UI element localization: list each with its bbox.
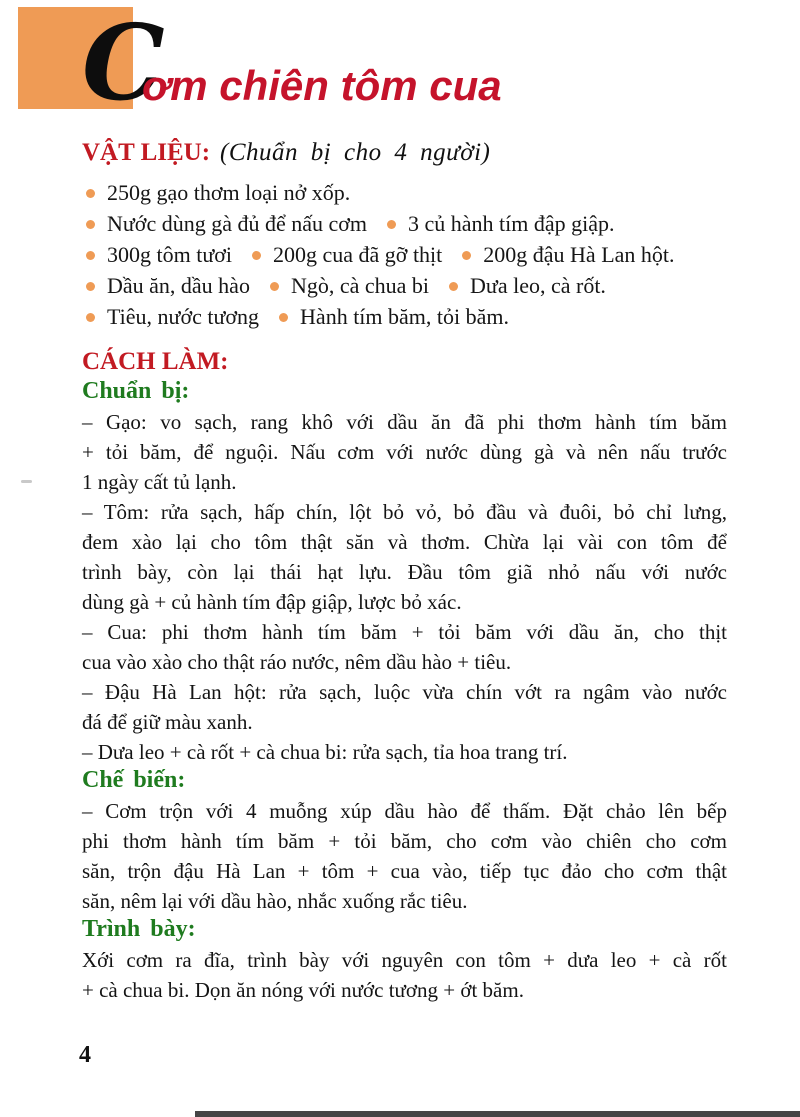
method-paragraph xyxy=(82,497,727,617)
paragraph-line: phi thơm hành tím băm + tỏi băm, cho cơm vào chiên cho cơm xyxy=(82,829,727,853)
ingredients-heading: VẬT LIỆU: xyxy=(82,139,211,166)
ingredients-serving-note: (Chuẩn bị cho 4 người) xyxy=(220,139,491,166)
ingredient-line xyxy=(82,208,727,239)
method-heading: CÁCH LÀM: xyxy=(82,348,229,375)
bullet-icon xyxy=(270,282,279,291)
method-section xyxy=(82,916,727,1005)
ingredient-text: Tiêu, nước tương xyxy=(107,304,260,329)
page-title: ơm chiên tôm cua xyxy=(142,62,502,109)
recipe-content xyxy=(0,138,727,1005)
ingredient-item xyxy=(86,211,367,236)
bullet-icon xyxy=(387,220,396,229)
title-drop-cap: C xyxy=(82,1,165,124)
bullet-icon xyxy=(449,282,458,291)
method-paragraph xyxy=(82,407,727,497)
paragraph-line: – Cơm trộn với 4 muỗng xúp dầu hào để thấm. Đặt chảo lên bếp xyxy=(82,799,727,823)
ingredient-text: Hành tím băm, tỏi băm. xyxy=(300,304,510,329)
page-number: 4 xyxy=(79,1042,91,1068)
bullet-icon xyxy=(86,220,95,229)
bullet-icon xyxy=(279,313,288,322)
method-paragraph xyxy=(82,617,727,677)
method-sections xyxy=(82,378,727,1005)
method-section xyxy=(82,378,727,767)
bullet-icon xyxy=(462,251,471,260)
paragraph-line: + tỏi băm, để nguội. Nấu cơm với nước dùng gà và nên nấu trước xyxy=(82,440,727,464)
bullet-icon xyxy=(86,313,95,322)
method-paragraph xyxy=(82,945,727,1005)
paragraph-line: – Dưa leo + cà rốt + cà chua bi: rửa sạch, tỉa hoa trang trí. xyxy=(82,740,568,764)
ingredient-text: 200g cua đã gỡ thịt xyxy=(273,242,443,267)
ingredient-text: 300g tôm tươi xyxy=(107,242,233,267)
ingredient-item xyxy=(86,180,350,205)
scan-edge-bar xyxy=(195,1111,800,1117)
paragraph-line: – Cua: phi thơm hành tím băm + tỏi băm với dầu ăn, cho thịt xyxy=(82,620,727,644)
section-subheading: Chế biến: xyxy=(82,767,186,793)
paragraph-line: dùng gà + củ hành tím đập giập, lược bỏ xác. xyxy=(82,590,462,614)
ingredient-item xyxy=(462,242,674,267)
ingredients-header xyxy=(82,138,727,172)
ingredient-text: 3 củ hành tím đập giập. xyxy=(408,211,615,236)
bullet-icon xyxy=(86,282,95,291)
ingredient-text: Dầu ăn, dầu hào xyxy=(107,273,250,298)
ingredient-item xyxy=(86,304,259,329)
ingredient-line xyxy=(82,177,727,208)
paragraph-line: đá để giữ màu xanh. xyxy=(82,710,253,734)
ingredient-list xyxy=(82,177,727,332)
paragraph-line: + cà chua bi. Dọn ăn nóng với nước tương + ớt băm. xyxy=(82,978,524,1002)
scan-artifact-dash xyxy=(21,480,32,483)
paragraph-line: săn, trộn đậu Hà Lan + tôm + cua vào, tiếp tục đảo cho cơm thật xyxy=(82,859,727,883)
ingredient-text: Ngò, cà chua bi xyxy=(290,273,430,298)
ingredient-text: Dưa leo, cà rốt. xyxy=(470,273,606,298)
bullet-icon xyxy=(86,251,95,260)
section-subheading: Trình bày: xyxy=(82,916,196,942)
ingredient-text: 200g đậu Hà Lan hột. xyxy=(483,242,675,267)
ingredient-line xyxy=(82,301,727,332)
method-paragraph xyxy=(82,737,727,767)
paragraph-line: Xới cơm ra đĩa, trình bày với nguyên con tôm + dưa leo + cà rốt xyxy=(82,948,727,972)
bullet-icon xyxy=(252,251,261,260)
ingredient-item xyxy=(86,242,232,267)
ingredient-text: Nước dùng gà đủ để nấu cơm xyxy=(107,211,368,236)
ingredient-item xyxy=(387,211,615,236)
paragraph-line: – Tôm: rửa sạch, hấp chín, lột bỏ vỏ, bỏ đầu và đuôi, bỏ chỉ lưng, xyxy=(82,500,727,524)
ingredient-item xyxy=(279,304,509,329)
section-subheading: Chuẩn bị: xyxy=(82,378,190,404)
paragraph-line: – Gạo: vo sạch, rang khô với dầu ăn đã phi thơm hành tím băm xyxy=(82,410,727,434)
paragraph-line: săn, nêm lại với dầu hào, nhắc xuống rắc tiêu. xyxy=(82,889,468,913)
ingredient-text: 250g gạo thơm loại nở xốp. xyxy=(107,180,351,205)
bullet-icon xyxy=(86,189,95,198)
paragraph-line: 1 ngày cất tủ lạnh. xyxy=(82,470,237,494)
paragraph-line: trình bày, còn lại thái hạt lựu. Đầu tôm giã nhỏ nấu với nước xyxy=(82,560,727,584)
ingredient-line xyxy=(82,239,727,270)
paragraph-line: đem xào lại cho tôm thật săn và thơm. Chừa lại vài con tôm để xyxy=(82,530,727,554)
paragraph-line: cua vào xào cho thật ráo nước, nêm dầu hào + tiêu. xyxy=(82,650,512,674)
ingredient-item xyxy=(86,273,250,298)
method-paragraph xyxy=(82,677,727,737)
paragraph-line: – Đậu Hà Lan hột: rửa sạch, luộc vừa chín vớt ra ngâm vào nước xyxy=(82,680,727,704)
ingredient-item xyxy=(449,273,606,298)
method-section xyxy=(82,767,727,916)
ingredient-item xyxy=(270,273,429,298)
ingredient-item xyxy=(252,242,442,267)
ingredient-line xyxy=(82,270,727,301)
method-paragraph xyxy=(82,796,727,916)
